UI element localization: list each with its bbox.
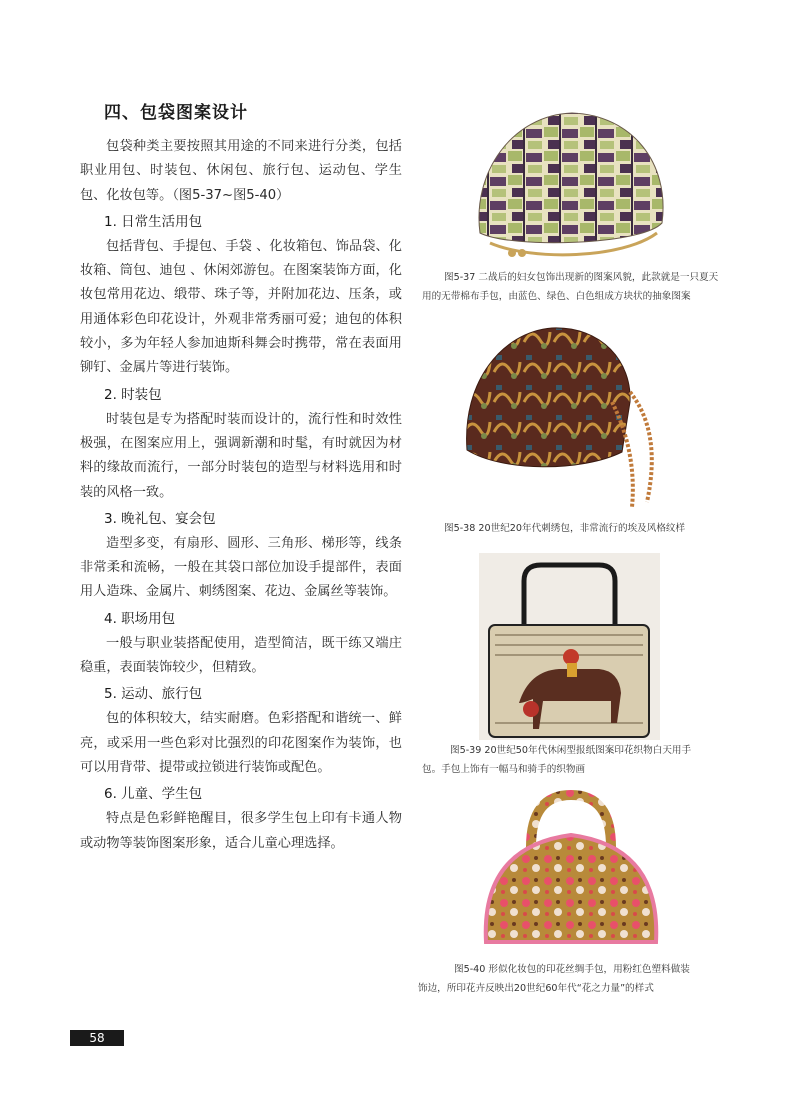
figure-5-37-caption: [422, 268, 744, 306]
category-heading: 3. 晚礼包、宴会包: [104, 510, 216, 527]
section-title: 四、包袋图案设计: [104, 103, 248, 123]
category-heading: 2. 时装包: [104, 386, 162, 403]
caption-line: 包。手包上饰有一幅马和骑手的织物画: [422, 764, 586, 775]
intro-paragraph: 包袋种类主要按照其用途的不同来进行分类，包括职业用包、时装包、休闲包、旅行包、运动包、学生包、化妆包等。（图5-37~图5-40）: [80, 139, 402, 203]
category-body: 特点是色彩鲜艳醒目，很多学生包上印有卡通人物或动物等装饰图案形象，适合儿童心理选择。: [80, 811, 402, 851]
caption-line: 图5-40 形似化妆包的印花丝绸手包，用粉红色塑料做装: [454, 964, 690, 975]
category-heading: 1. 日常生活用包: [104, 213, 203, 230]
text-column: [80, 98, 402, 856]
category-heading: 5. 运动、旅行包: [104, 686, 203, 703]
caption-line: 图5-37 二战后的妇女包饰出现新的图案风貌，此款就是一只夏天: [444, 272, 719, 283]
figure-5-37-image: [472, 103, 672, 263]
figure-5-38-caption: [444, 519, 744, 538]
caption-line: 图5-39 20世纪50年代休闲型报纸图案印花织物白天用手: [450, 745, 692, 756]
figure-5-38-image: [462, 322, 672, 512]
category-body: 一般与职业装搭配使用，造型简洁，既干练又端庄稳重，表面装饰较少，但精致。: [80, 635, 402, 676]
caption-line: 图5-38 20世纪20年代刺绣包，非常流行的埃及风格纹样: [444, 523, 686, 534]
caption-line: 饰边，所印花卉反映出20世纪60年代“花之力量”的样式: [418, 983, 654, 994]
caption-line: 用的无带棉布手包，由蓝色、绿色、白色组成方块状的抽象图案: [422, 291, 691, 302]
figure-5-39-image: [479, 553, 660, 740]
category-body: 造型多变，有扇形、圆形、三角形、梯形等，线条非常柔和流畅，一般在其袋口部位加设手提部件，表面用人造珠、金属片、刺绣图案、花边、金属丝等装饰。: [80, 535, 402, 600]
page-number: 58: [70, 1030, 124, 1046]
figure-5-40-caption: [418, 960, 744, 998]
figure-5-40-image: [476, 787, 666, 952]
category-heading: 6. 儿童、学生包: [104, 786, 203, 803]
category-body: 时装包是专为搭配时装而设计的，流行性和时效性极强，在图案应用上，强调新潮和时髦，有时就因为材料的缘故而流行，一部分时装包的造型与材料选用和时装的风格一致。: [80, 411, 402, 500]
category-body: 包的体积较大，结实耐磨。色彩搭配和谐统一、鲜亮，或采用一些色彩对比强烈的印花图案作为装饰，也可以用背带、提带或拉锁进行装饰或配色。: [80, 711, 402, 775]
category-heading: 4. 职场用包: [104, 610, 176, 627]
category-body: 包括背包、手提包、手袋 、化妆箱包、饰品袋、化妆箱、筒包、迪包 、休闲郊游包。在图案装饰方面，化妆包常用花边、缎带、珠子等，并附加花边、压条，或用通体彩色印花设计，外观非常秀丽可爱；迪包的体积较小，多为年轻人参加迪斯科舞会时携带，常在表面用铆钉、金属片等进行装饰。: [80, 238, 402, 376]
figure-5-39-caption: [422, 741, 740, 779]
